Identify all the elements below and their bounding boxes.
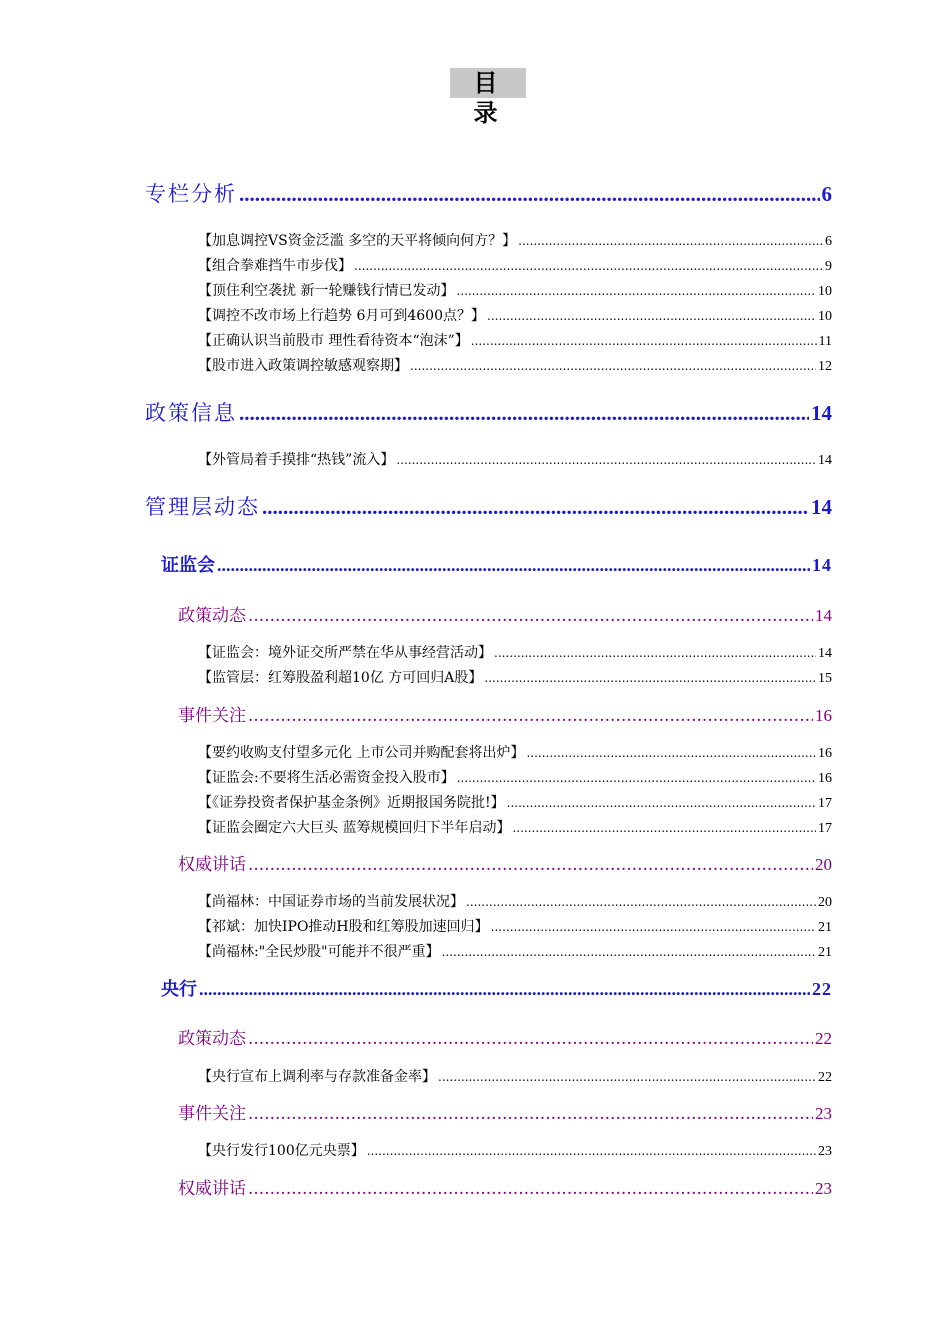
toc-entry[interactable] [198,449,832,469]
toc-entry-title: 【证监会:不要将生活必需资金投入股市】 [198,770,455,786]
toc-page-number: 10 [818,284,832,299]
dot-leader [354,259,823,273]
toc-subsection-heading[interactable] [178,1024,832,1049]
toc-entry-title: 【央行发行100亿元央票】 [198,1143,365,1159]
toc-page-number: 12 [818,359,832,374]
dot-leader [487,309,816,323]
toc-entry-title: 【监管层：红筹股盈利超10亿 方可回归A股】 [198,670,483,686]
toc-entry[interactable] [198,767,832,787]
toc-entry-title: 事件关注 [178,1104,246,1124]
dot-leader [491,920,816,934]
toc-entry[interactable] [198,280,832,300]
toc-subsection-heading[interactable] [178,601,832,626]
toc-subsection-heading[interactable] [178,850,832,875]
dot-leader [199,979,810,1000]
toc-section-heading[interactable] [145,178,832,208]
toc-entry-title: 【正确认识当前股市 理性看待资本“泡沫”】 [198,333,469,349]
toc-page-number: 22 [815,1029,832,1048]
toc-page-number: 20 [815,855,832,874]
toc-page-number: 14 [815,606,832,625]
toc-page-number: 17 [818,821,832,836]
toc-entry-title: 【顶住利空袭扰 新一轮赚钱行情已发动】 [198,283,455,299]
toc-page-number: 16 [815,706,832,725]
toc-entry-title: 权威讲话 [178,855,246,875]
toc-page-number: 9 [825,259,832,274]
dot-leader [248,855,813,875]
toc-page-number: 14 [811,495,832,519]
toc-entry-title: 证监会 [161,555,215,576]
toc-entry-title: 政策信息 [145,401,237,425]
dot-leader [262,495,809,520]
dot-leader [494,646,816,660]
dot-leader [518,234,823,248]
toc-page-number: 23 [815,1104,832,1123]
toc-page-number: 14 [811,401,832,425]
toc-page-number: 14 [818,453,832,468]
toc-entry[interactable] [198,742,832,762]
dot-leader [239,401,809,426]
dot-leader [248,1029,813,1049]
toc-page-number: 6 [825,234,832,249]
toc-entry[interactable] [198,891,832,911]
toc-entry-title: 央行 [161,979,197,1000]
dot-leader [442,945,816,959]
toc-entry-title: 事件关注 [178,706,246,726]
toc-entry-title: 【证监会圈定六大巨头 蓝筹规模回归下半年启动】 [198,820,511,836]
toc-page-number: 16 [818,746,832,761]
toc-subsection-heading[interactable] [161,551,832,577]
toc-entry-title: 政策动态 [178,606,246,626]
toc-section-heading[interactable] [145,397,832,427]
toc-entry-title: 政策动态 [178,1029,246,1049]
dot-leader [248,1179,813,1199]
toc-entry-title: 【调控不改市场上行趋势 6月可到4600点？】 [198,308,485,324]
toc-page-number: 22 [818,1070,832,1085]
dot-leader [248,1104,813,1124]
dot-leader [367,1144,816,1158]
toc-subsection-heading[interactable] [178,1099,832,1124]
dot-leader [484,671,816,685]
toc-entry[interactable] [198,941,832,961]
toc-page-number: 21 [818,945,832,960]
toc-page-number: 20 [818,895,832,910]
dot-leader [471,334,817,348]
toc-page-number: 21 [818,920,832,935]
dot-leader [396,453,816,467]
toc-entry[interactable] [198,916,832,936]
toc-entry[interactable] [198,817,832,837]
toc-entry-title: 【组合拳难挡牛市步伐】 [198,258,352,274]
toc-entry[interactable] [198,642,832,662]
toc-page-number: 14 [818,646,832,661]
toc-subsection-heading[interactable] [161,975,832,1001]
dot-leader [248,606,813,626]
dot-leader [526,746,816,760]
page-title: 目 录 [450,68,526,98]
toc-entry-title: 【外管局着手摸排“热钱”流入】 [198,452,395,468]
toc-entry[interactable] [198,305,832,325]
toc-entry[interactable] [198,667,832,687]
toc-page-number: 14 [812,555,832,575]
toc-entry-title: 权威讲话 [178,1179,246,1199]
toc-subsection-heading[interactable] [178,1174,832,1199]
toc-entry[interactable] [198,255,832,275]
dot-leader [507,796,816,810]
toc-entry-title: 【股市进入政策调控敏感观察期】 [198,358,408,374]
toc-entry-title: 【加息调控VS资金泛滥 多空的天平将倾向何方？】 [198,233,517,249]
toc-page-number: 23 [815,1179,832,1198]
toc-page-number: 10 [818,309,832,324]
toc-entry-title: 【《证券投资者保护基金条例》近期报国务院批!】 [198,795,505,811]
dot-leader [466,895,816,909]
toc-page-number: 11 [818,334,832,349]
toc-entry-title: 专栏分析 [145,182,237,206]
toc-entry[interactable] [198,1066,832,1086]
toc-entry-title: 【祁斌：加快IPO推动H股和红筹股加速回归】 [198,919,489,935]
toc-page-number: 23 [818,1144,832,1159]
toc-page-number: 16 [818,771,832,786]
toc-entry-title: 【要约收购支付望多元化 上市公司并购配套将出炉】 [198,745,525,761]
dot-leader [512,821,816,835]
toc-page-number: 17 [818,796,832,811]
toc-entry-title: 【证监会：境外证交所严禁在华从事经营活动】 [198,645,492,661]
toc-entry[interactable] [198,792,832,812]
toc-entry-title: 【尚福林：中国证券市场的当前发展状况】 [198,894,464,910]
toc-entry[interactable] [198,230,832,250]
dot-leader [457,771,816,785]
dot-leader [410,359,816,373]
dot-leader [239,182,820,207]
toc-subsection-heading[interactable] [178,701,832,726]
toc-entry-title: 管理层动态 [145,495,260,519]
dot-leader [217,555,810,576]
toc-page-number: 22 [812,979,832,999]
dot-leader [456,284,816,298]
dot-leader [248,706,813,726]
toc-page-number: 15 [818,671,832,686]
dot-leader [438,1070,816,1084]
toc-entry-title: 【央行宣布上调利率与存款准备金率】 [198,1069,436,1085]
toc-entry-title: 【尚福林:"全民炒股"可能并不很严重】 [198,944,440,960]
toc-entry[interactable] [198,355,832,375]
toc-page-number: 6 [821,182,832,206]
toc-section-heading[interactable] [145,491,832,521]
toc-entry[interactable] [198,330,832,350]
toc-entry[interactable] [198,1140,832,1160]
